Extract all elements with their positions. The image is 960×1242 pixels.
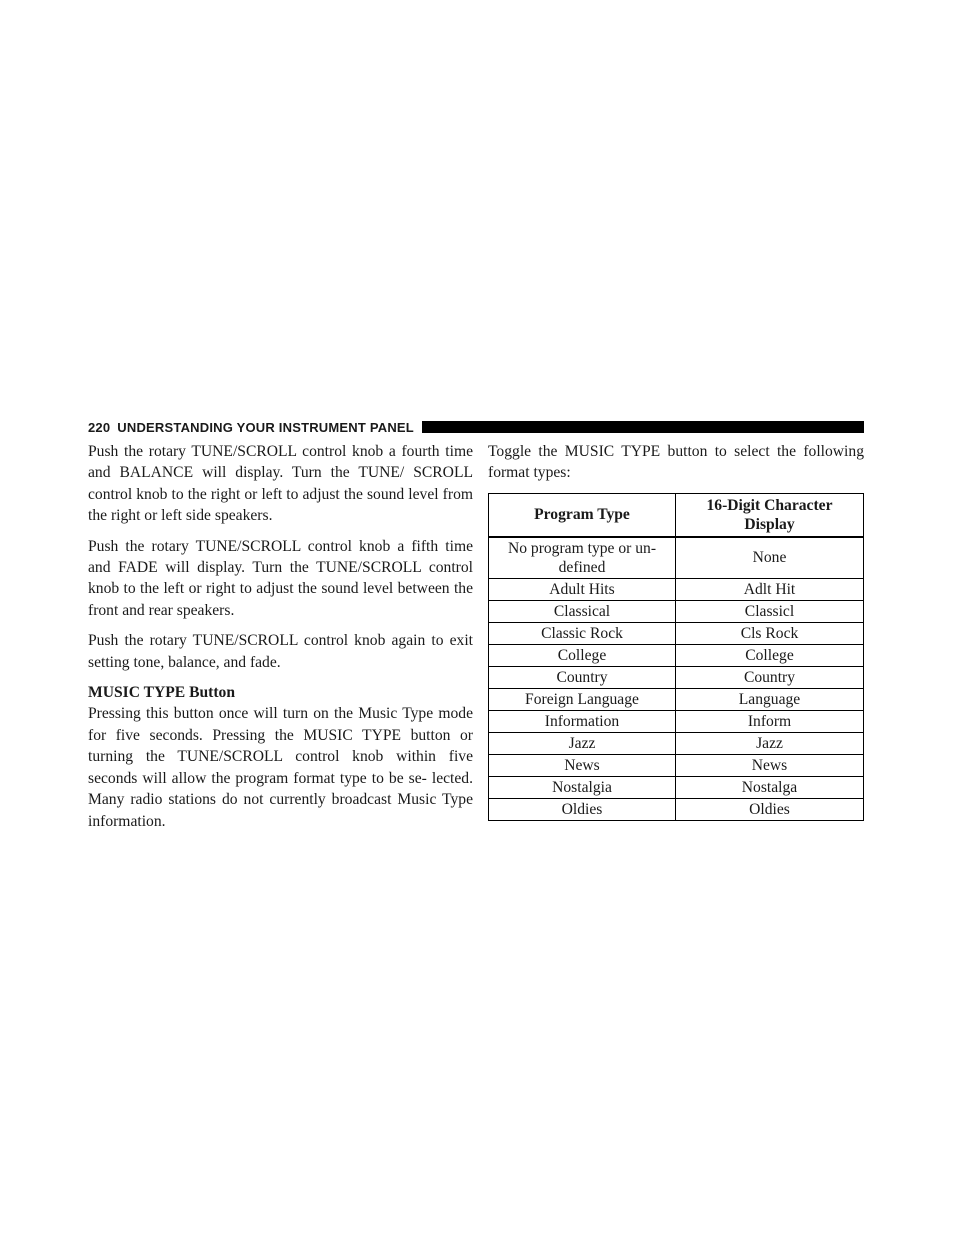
- program-type-cell: Information: [489, 710, 676, 732]
- program-type-cell: College: [489, 644, 676, 666]
- program-type-cell: Foreign Language: [489, 688, 676, 710]
- table-row: [489, 688, 864, 710]
- paragraph-balance: Push the rotary TUNE/SCROLL control knob a fourth time and BALANCE will display. Turn the TUNE/ SCROLL control knob to the right or left to adjust the sound level from the right or left side speakers.: [88, 443, 473, 525]
- page-header: [88, 418, 864, 436]
- display-cell: Country: [676, 666, 864, 688]
- display-cell: Inform: [676, 710, 864, 732]
- header-character-display: 16-Digit Character Display: [676, 493, 864, 537]
- table-row: [489, 710, 864, 732]
- display-cell: Nostalga: [676, 776, 864, 798]
- display-cell: Classicl: [676, 600, 864, 622]
- display-cell: Oldies: [676, 798, 864, 820]
- paragraph-fade: Push the rotary TUNE/SCROLL control knob a fifth time and FADE will display. Turn the TUNE/SCROLL control knob to the left or right to adjust the sound level between the front and rear speakers.: [88, 537, 473, 619]
- display-cell: News: [676, 754, 864, 776]
- format-types-table: [488, 493, 864, 821]
- paragraph-music-type: Pressing this button once will turn on the Music Type mode for five seconds. Pressing the MUSIC TYPE button or turning the TUNE/SCROLL control knob within five seconds will allow the program format type to be se- lected. Many radio stations do not currently broadcast Music Type information.: [88, 705, 473, 830]
- program-type-cell: No program type or un- defined: [489, 537, 676, 579]
- page-number: 220: [88, 419, 111, 435]
- table-row: [489, 644, 864, 666]
- program-type-cell: Classic Rock: [489, 622, 676, 644]
- table-row: [489, 754, 864, 776]
- display-cell: None: [676, 537, 864, 579]
- program-type-cell: News: [489, 754, 676, 776]
- table-row: [489, 732, 864, 754]
- table-row: [489, 622, 864, 644]
- section-title: UNDERSTANDING YOUR INSTRUMENT PANEL: [117, 419, 414, 435]
- table-intro: Toggle the MUSIC TYPE button to select the following format types:: [488, 443, 864, 482]
- table-row: [489, 600, 864, 622]
- program-type-cell: Country: [489, 666, 676, 688]
- display-cell: Cls Rock: [676, 622, 864, 644]
- program-type-cell: Oldies: [489, 798, 676, 820]
- left-column: [88, 441, 473, 841]
- table-row: [489, 578, 864, 600]
- display-cell: Adlt Hit: [676, 578, 864, 600]
- program-type-cell: Jazz: [489, 732, 676, 754]
- heading-music-type: MUSIC TYPE Button: [88, 684, 236, 702]
- paragraph-exit: Push the rotary TUNE/SCROLL control knob again to exit setting tone, balance, and fade.: [88, 632, 473, 671]
- display-cell: College: [676, 644, 864, 666]
- program-type-cell: Nostalgia: [489, 776, 676, 798]
- header-program-type: Program Type: [489, 493, 676, 537]
- table-row: [489, 798, 864, 820]
- program-type-cell: Adult Hits: [489, 578, 676, 600]
- table-row: [489, 537, 864, 579]
- table-header-row: [489, 493, 864, 537]
- table-row: [489, 776, 864, 798]
- display-cell: Jazz: [676, 732, 864, 754]
- program-type-cell: Classical: [489, 600, 676, 622]
- right-column: [488, 441, 864, 821]
- header-rule: [422, 421, 864, 433]
- table-row: [489, 666, 864, 688]
- display-cell: Language: [676, 688, 864, 710]
